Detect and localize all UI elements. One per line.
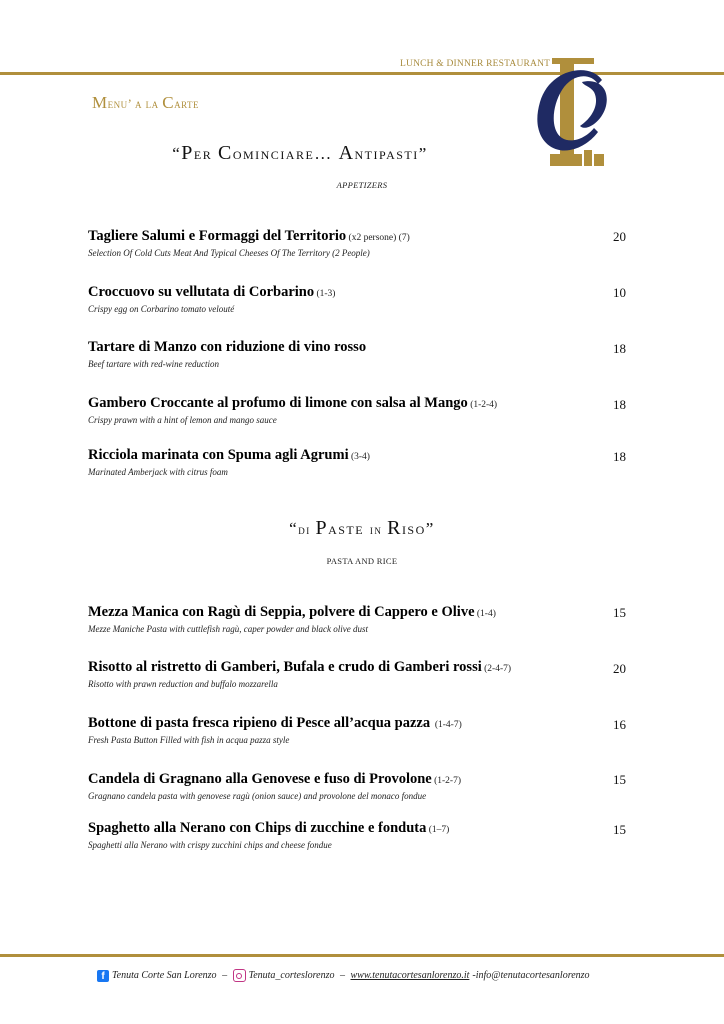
menu-item bbox=[88, 715, 648, 745]
dish-description: Gragnano candela pasta with genovese ragù (onion sauce) and provolone del monaco fondue bbox=[88, 791, 427, 801]
close-quote: ” bbox=[418, 144, 428, 163]
title-cap: A bbox=[338, 142, 355, 164]
dish-description: Fresh Pasta Button Filled with fish in acqua pazza style bbox=[88, 735, 290, 745]
allergen-note: (1-4) bbox=[474, 609, 496, 619]
dish-description: Marinated Amberjack with citrus foam bbox=[88, 467, 228, 477]
facebook-link[interactable]: Tenuta Corte San Lorenzo bbox=[112, 970, 217, 981]
allergen-note: (2-4-7) bbox=[481, 664, 512, 674]
dish-name: Tartare di Manzo con riduzione di vino rosso bbox=[88, 339, 367, 355]
title-part: di bbox=[298, 522, 316, 537]
menu-item bbox=[88, 395, 648, 425]
section-subtitle-pasta-rice: PASTA AND RICE bbox=[326, 556, 398, 566]
dish-price: 18 bbox=[613, 449, 626, 464]
menu-item bbox=[88, 339, 648, 369]
footer-separator: – bbox=[337, 970, 348, 981]
title-part: er bbox=[193, 144, 218, 163]
dish-description: Mezze Maniche Pasta with cuttlefish ragù, caper powder and black olive dust bbox=[88, 624, 368, 634]
dish-name: Tagliere Salumi e Formaggi del Territorio bbox=[88, 228, 347, 244]
menu-item bbox=[88, 447, 648, 477]
title-part: aste bbox=[328, 519, 370, 538]
title-part: in bbox=[369, 522, 388, 537]
allergen-note: (3-4) bbox=[348, 452, 370, 462]
menu-title bbox=[92, 93, 199, 113]
dish-description: Beef tartare with red-wine reduction bbox=[88, 359, 219, 369]
dish-price: 10 bbox=[613, 285, 626, 300]
restaurant-tagline: LUNCH & DINNER RESTAURANT bbox=[400, 59, 551, 69]
dish-description: Spaghetti alla Nerano with crispy zucchini chips and cheese fondue bbox=[88, 840, 332, 850]
allergen-note: (1-4-7) bbox=[430, 720, 462, 730]
dish-price: 20 bbox=[613, 661, 626, 676]
dish-name: Ricciola marinata con Spuma agli Agrumi bbox=[88, 447, 349, 463]
title-part: ntipasti bbox=[354, 144, 419, 163]
dish-description: Risotto with prawn reduction and buffalo mozzarella bbox=[88, 679, 278, 689]
section-title-antipasti bbox=[0, 142, 662, 165]
menu-item bbox=[88, 771, 648, 801]
open-quote: “ bbox=[289, 519, 299, 538]
menu-title-rest-1: enu’ bbox=[107, 97, 135, 111]
title-cap: P bbox=[181, 142, 194, 164]
dish-description: Crispy egg on Corbarino tomato velouté bbox=[88, 304, 235, 314]
instagram-icon[interactable] bbox=[233, 969, 246, 982]
dish-description: Selection Of Cold Cuts Meat And Typical Cheeses Of The Territory (2 People) bbox=[88, 248, 370, 258]
title-cap: P bbox=[315, 517, 329, 539]
menu-item bbox=[88, 820, 648, 850]
dish-name: Mezza Manica con Ragù di Seppia, polvere di Cappero e Olive bbox=[88, 604, 475, 620]
section-title-pasta-riso bbox=[0, 517, 724, 540]
dish-price: 15 bbox=[613, 822, 626, 837]
dish-price: 18 bbox=[613, 397, 626, 412]
website-link[interactable]: www.tenutacortesanlorenzo.it bbox=[350, 970, 470, 981]
title-cap: C bbox=[217, 142, 233, 164]
footer-contacts bbox=[97, 969, 590, 982]
dish-name: Bottone di pasta fresca ripieno di Pesce all’acqua pazza bbox=[88, 715, 431, 731]
menu-item bbox=[88, 659, 648, 689]
menu-title-cap-c: C bbox=[162, 93, 175, 112]
dish-name: Gambero Croccante al profumo di limone con salsa al Mango bbox=[88, 395, 468, 411]
footer-divider bbox=[0, 954, 724, 957]
open-quote: “ bbox=[172, 144, 182, 163]
dish-name: Croccuovo su vellutata di Corbarino bbox=[88, 284, 315, 300]
close-quote: ” bbox=[425, 519, 435, 538]
allergen-note: (1-3) bbox=[314, 289, 336, 299]
dish-price: 15 bbox=[613, 605, 626, 620]
allergen-note: (1-2-4) bbox=[467, 400, 498, 410]
menu-title-rest-2: arte bbox=[174, 97, 200, 111]
email-link[interactable]: -info@tenutacortesanlorenzo bbox=[472, 970, 590, 981]
allergen-note: (x2 persone) (7) bbox=[346, 233, 410, 243]
title-cap: R bbox=[387, 517, 402, 539]
allergen-note: (1-2-7) bbox=[431, 776, 462, 786]
section-subtitle-appetizers: APPETIZERS bbox=[336, 180, 388, 190]
facebook-icon[interactable]: f bbox=[97, 970, 109, 982]
menu-title-small: a la bbox=[134, 97, 163, 111]
dish-name: Spaghetto alla Nerano con Chips di zucchine e fonduta bbox=[88, 820, 427, 836]
dish-name: Candela di Gragnano alla Genovese e fuso di Provolone bbox=[88, 771, 432, 787]
dish-price: 18 bbox=[613, 341, 626, 356]
dish-price: 20 bbox=[613, 229, 626, 244]
menu-item bbox=[88, 284, 648, 314]
allergen-note: (1–7) bbox=[426, 825, 450, 835]
title-part: iso bbox=[401, 519, 426, 538]
dish-description: Crispy prawn with a hint of lemon and mango sauce bbox=[88, 415, 277, 425]
instagram-link[interactable]: Tenuta_corteslorenzo bbox=[248, 970, 335, 981]
dish-price: 16 bbox=[613, 717, 626, 732]
footer-separator: – bbox=[219, 970, 230, 981]
dish-price: 15 bbox=[613, 772, 626, 787]
menu-item bbox=[88, 604, 648, 634]
menu-title-cap-m: M bbox=[92, 93, 108, 112]
menu-item bbox=[88, 228, 648, 258]
title-part: ominciare… bbox=[232, 144, 339, 163]
dish-name: Risotto al ristretto di Gamberi, Bufala e crudo di Gamberi rossi bbox=[88, 659, 482, 675]
